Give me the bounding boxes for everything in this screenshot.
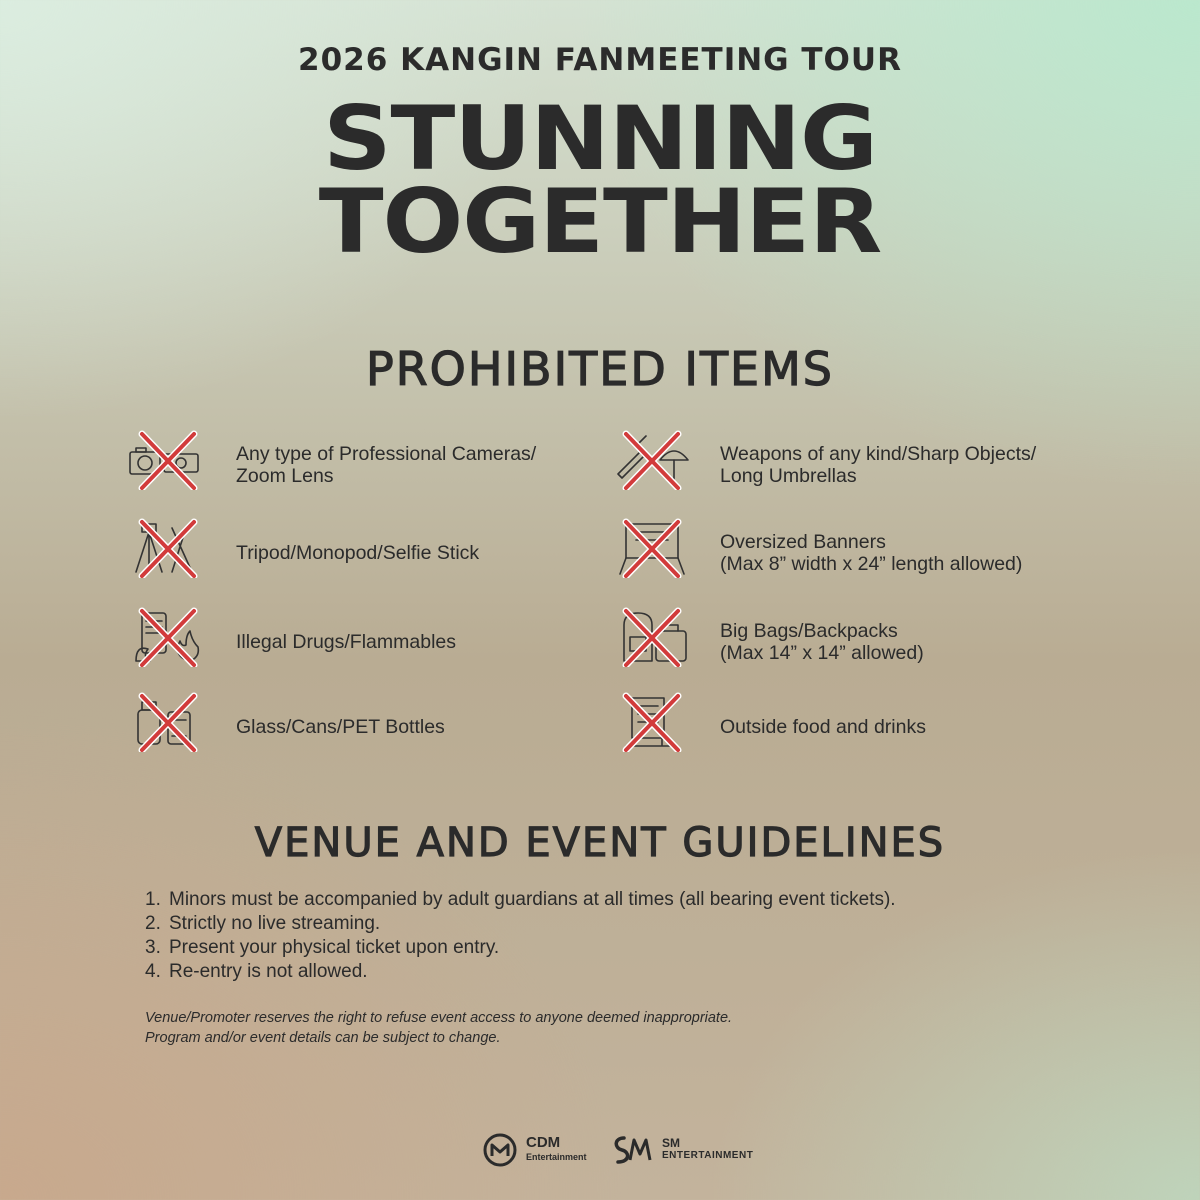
prohibited-item (128, 692, 608, 762)
prohibited-item-line: Tripod/Monopod/Selfie Stick (236, 542, 480, 564)
prohibited-item-line: Big Bags/Backpacks (720, 620, 898, 642)
prohibited-item-label (720, 443, 1080, 487)
disclaimer (145, 1008, 732, 1048)
event-subtitle: 2026 KANGIN FANMEETING TOUR (298, 42, 902, 78)
prohibited-item (128, 518, 608, 588)
prohibited-item (612, 607, 1092, 677)
prohibited-item-line: Outside food and drinks (720, 716, 926, 738)
prohibited-item-line: Weapons of any kind/Sharp Objects/ (720, 443, 1037, 465)
prohibited-item-label (236, 716, 596, 738)
guideline-item: 3. Present your physical ticket upon entry. (145, 937, 500, 958)
prohibited-item-line: Long Umbrellas (720, 465, 857, 487)
guidelines-heading: VENUE AND EVENT GUIDELINES (254, 820, 946, 866)
guideline-item: 1. Minors must be accompanied by adult guardians at all times (all bearing event tickets). (145, 889, 896, 910)
guidelines-list (145, 888, 896, 984)
prohibited-item-label (720, 531, 1080, 575)
sm-logo-icon (608, 1130, 652, 1170)
prohibited-item-line: Oversized Banners (720, 531, 886, 553)
event-title-line2: TOGETHER (318, 170, 882, 273)
event-title-line1: STUNNING (323, 87, 877, 190)
sm-logo-name: SM (662, 1136, 680, 1150)
prohibited-item (612, 692, 1092, 762)
banner-prohibited-icon (612, 518, 692, 578)
disclaimer-line: Program and/or event details can be subject to change. (145, 1030, 501, 1046)
prohibited-item-line: Illegal Drugs/Flammables (236, 631, 456, 653)
prohibited-item-line: Zoom Lens (236, 465, 334, 487)
prohibited-item (612, 430, 1092, 500)
prohibited-items-heading: PROHIBITED ITEMS (365, 342, 834, 396)
prohibited-item-line: Glass/Cans/PET Bottles (236, 716, 445, 738)
bag-prohibited-icon (612, 607, 692, 667)
prohibited-item-label (720, 620, 1080, 664)
prohibited-item (128, 607, 608, 677)
cdm-logo-sub: Entertainment (526, 1152, 587, 1162)
sm-logo (608, 1130, 754, 1170)
guideline-item: 4. Re-entry is not allowed. (145, 961, 368, 982)
prohibited-item-line: (Max 14” x 14” allowed) (720, 642, 924, 664)
cdm-logo-icon (480, 1130, 520, 1170)
prohibited-item-line: (Max 8” width x 24” length allowed) (720, 553, 1023, 575)
tripod-prohibited-icon (128, 518, 208, 578)
prohibited-item-label (236, 542, 596, 564)
prohibited-item-label (236, 631, 596, 653)
prohibited-item-label (720, 716, 1080, 738)
food-drink-prohibited-icon (612, 692, 692, 752)
guideline-item: 2. Strictly no live streaming. (145, 913, 381, 934)
disclaimer-line: Venue/Promoter reserves the right to refuse event access to anyone deemed inappropriate. (145, 1010, 733, 1026)
prohibited-item (128, 430, 608, 500)
camera-prohibited-icon (128, 430, 208, 490)
prohibited-item-line: Any type of Professional Cameras/ (236, 443, 537, 465)
weapon-umbrella-prohibited-icon (612, 430, 692, 490)
cdm-logo (480, 1130, 587, 1170)
sm-logo-sub: ENTERTAINMENT (662, 1150, 754, 1161)
bottle-prohibited-icon (128, 692, 208, 752)
cdm-logo-name: CDM (526, 1134, 561, 1151)
prohibited-item-label (236, 443, 596, 487)
drugs-flammables-prohibited-icon (128, 607, 208, 667)
prohibited-item (612, 518, 1092, 588)
